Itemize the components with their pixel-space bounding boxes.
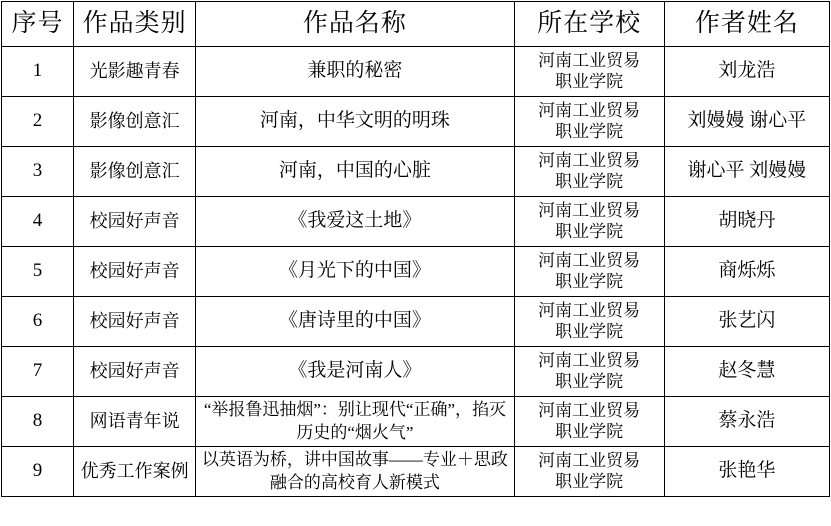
cell-author: 商烁烁: [664, 247, 829, 297]
school-line-1: 河南工业贸易: [538, 451, 641, 471]
header-cell-no: 序号: [2, 2, 74, 47]
table-row: [2, 347, 830, 397]
school-line-2: 职业学院: [555, 471, 624, 491]
cell-category: 校园好声音: [74, 197, 196, 247]
cell-author: 谢心平 刘嫚嫚: [664, 147, 829, 197]
school-line-1: 河南工业贸易: [538, 401, 641, 421]
cell-no: 3: [2, 147, 74, 197]
school-line-1: 河南工业贸易: [538, 251, 641, 271]
school-line-1: 河南工业贸易: [538, 201, 641, 221]
cell-no: 9: [2, 447, 74, 497]
header-cell-category: 作品类别: [74, 2, 196, 47]
header-cell-author: 作者姓名: [664, 2, 829, 47]
table-header-row: [2, 2, 830, 47]
cell-category: 校园好声音: [74, 247, 196, 297]
cell-school: [514, 147, 664, 197]
cell-author: 赵冬慧: [664, 347, 829, 397]
school-line-2: 职业学院: [555, 371, 624, 391]
school-line-2: 职业学院: [555, 221, 624, 241]
cell-no: 8: [2, 397, 74, 447]
cell-category: 影像创意汇: [74, 147, 196, 197]
cell-school: [514, 197, 664, 247]
cell-name: 《唐诗里的中国》: [196, 297, 514, 347]
header-cell-name: 作品名称: [196, 2, 514, 47]
cell-name: 河南，中华文明的明珠: [196, 97, 514, 147]
cell-school: [514, 347, 664, 397]
cell-name: 《月光下的中国》: [196, 247, 514, 297]
cell-name: 以英语为桥，讲中国故事——专业＋思政融合的高校育人新模式: [196, 447, 514, 497]
table-row: [2, 147, 830, 197]
school-line-1: 河南工业贸易: [538, 101, 641, 121]
table-row: [2, 447, 830, 497]
cell-author: 刘龙浩: [664, 47, 829, 97]
school-line-2: 职业学院: [555, 271, 624, 291]
table-row: [2, 97, 830, 147]
cell-no: 7: [2, 347, 74, 397]
table-header: [2, 2, 830, 47]
school-line-1: 河南工业贸易: [538, 301, 641, 321]
cell-no: 6: [2, 297, 74, 347]
cell-name: “举报鲁迅抽烟”：别让现代“正确”，掐灭历史的“烟火气”: [196, 397, 514, 447]
cell-school: [514, 297, 664, 347]
cell-category: 光影趣青春: [74, 47, 196, 97]
cell-author: 张艺闪: [664, 297, 829, 347]
school-line-2: 职业学院: [555, 171, 624, 191]
cell-category: 优秀工作案例: [74, 447, 196, 497]
table-row: [2, 197, 830, 247]
table-row: [2, 397, 830, 447]
cell-school: [514, 97, 664, 147]
cell-school: [514, 247, 664, 297]
cell-school: [514, 47, 664, 97]
cell-no: 2: [2, 97, 74, 147]
cell-category: 影像创意汇: [74, 97, 196, 147]
cell-school: [514, 447, 664, 497]
cell-school: [514, 397, 664, 447]
table-row: [2, 247, 830, 297]
cell-author: 胡晓丹: [664, 197, 829, 247]
works-table: [1, 1, 830, 497]
table-row: [2, 297, 830, 347]
school-line-2: 职业学院: [555, 421, 624, 441]
cell-no: 1: [2, 47, 74, 97]
school-line-1: 河南工业贸易: [538, 51, 641, 71]
cell-author: 张艳华: [664, 447, 829, 497]
school-line-1: 河南工业贸易: [538, 151, 641, 171]
cell-no: 5: [2, 247, 74, 297]
school-line-2: 职业学院: [555, 121, 624, 141]
header-cell-school: 所在学校: [514, 2, 664, 47]
cell-category: 网语青年说: [74, 397, 196, 447]
cell-name: 河南，中国的心脏: [196, 147, 514, 197]
school-line-1: 河南工业贸易: [538, 351, 641, 371]
table-row: [2, 47, 830, 97]
cell-category: 校园好声音: [74, 297, 196, 347]
school-line-2: 职业学院: [555, 321, 624, 341]
cell-category: 校园好声音: [74, 347, 196, 397]
table-body: [2, 47, 830, 497]
works-table-container: [0, 1, 831, 497]
cell-name: 兼职的秘密: [196, 47, 514, 97]
cell-name: 《我是河南人》: [196, 347, 514, 397]
cell-name: 《我爱这土地》: [196, 197, 514, 247]
cell-author: 刘嫚嫚 谢心平: [664, 97, 829, 147]
cell-no: 4: [2, 197, 74, 247]
school-line-2: 职业学院: [555, 71, 624, 91]
cell-author: 蔡永浩: [664, 397, 829, 447]
